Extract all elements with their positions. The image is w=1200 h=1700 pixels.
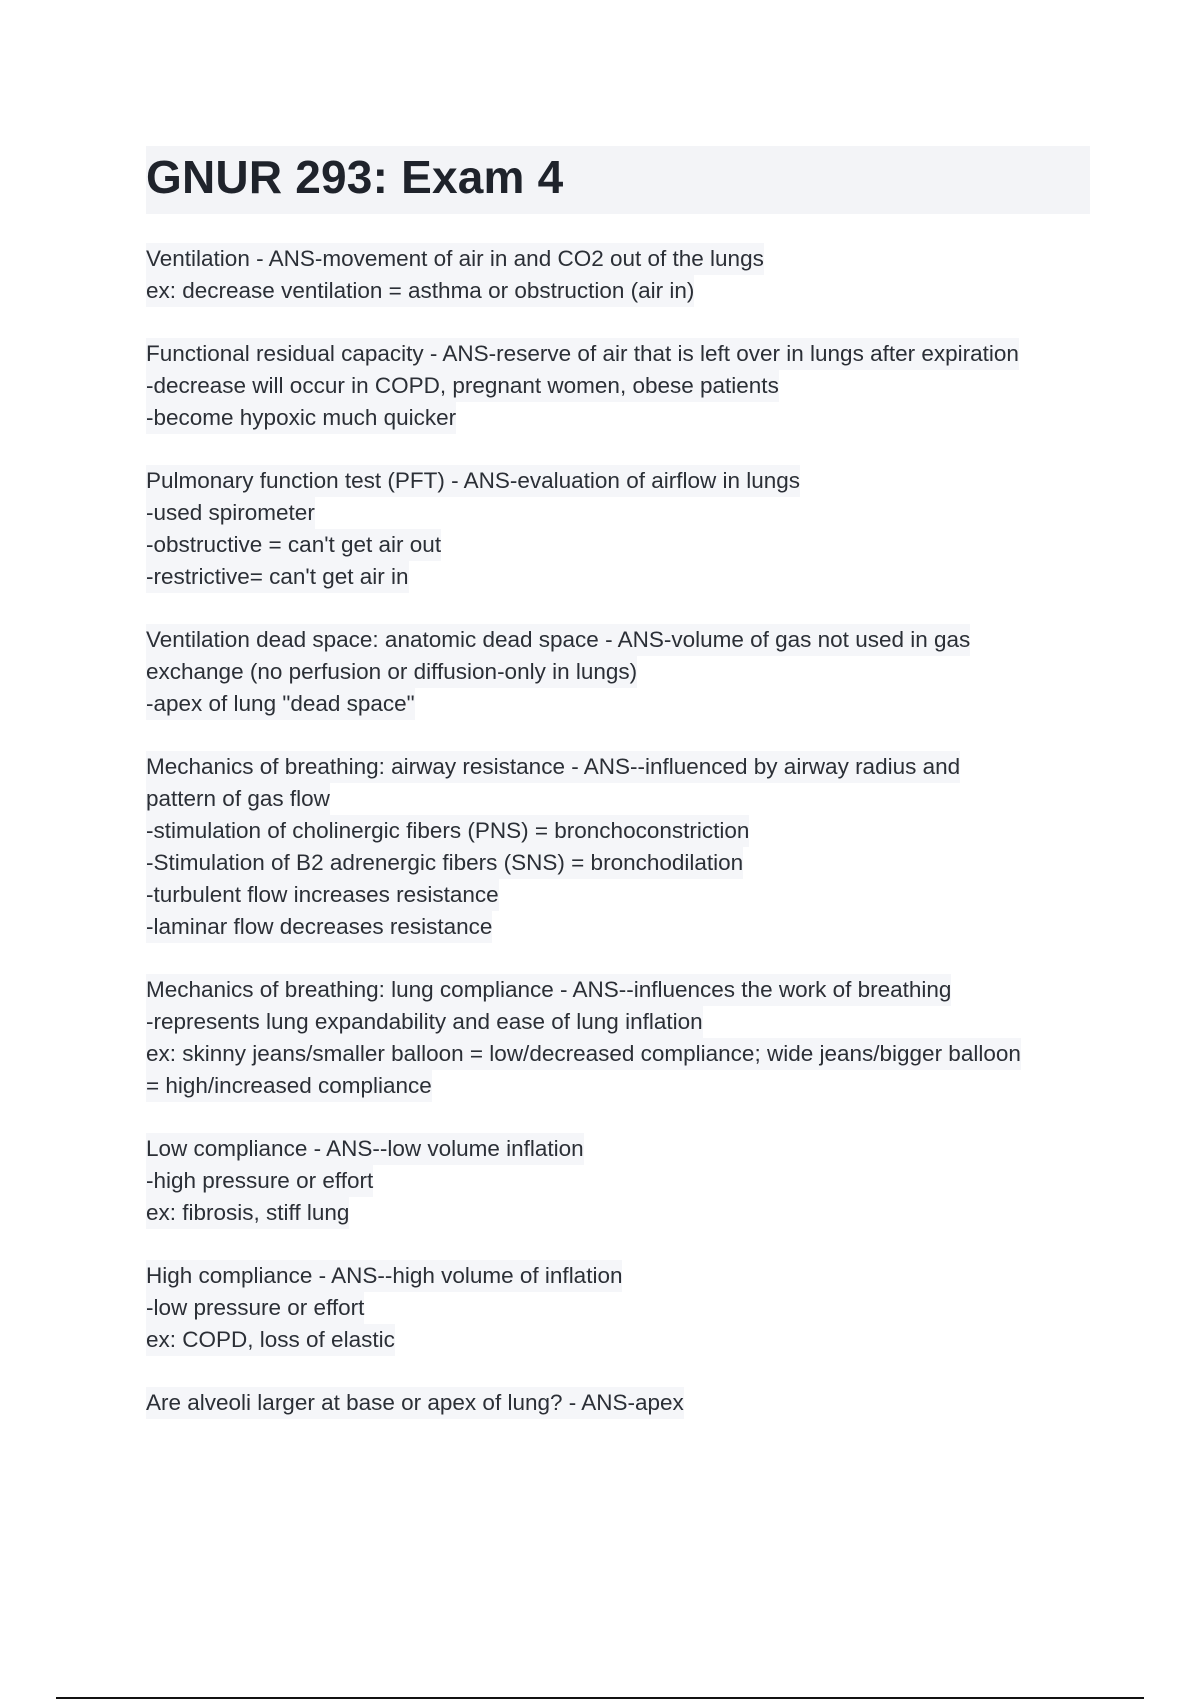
card-line: -laminar flow decreases resistance <box>146 911 492 943</box>
card-line: ex: decrease ventilation = asthma or obstruction (air in) <box>146 275 694 307</box>
card-line: = high/increased compliance <box>146 1070 432 1102</box>
card-line: -low pressure or effort <box>146 1292 364 1324</box>
flashcard-list <box>146 243 1090 1450</box>
card-line: -turbulent flow increases resistance <box>146 879 499 911</box>
flashcard-ventilation <box>146 243 1090 307</box>
card-line: Mechanics of breathing: lung compliance - ANS--influences the work of breathing <box>146 974 951 1006</box>
page-bottom-divider <box>56 1697 1144 1699</box>
flashcard-low-compliance <box>146 1133 1090 1229</box>
card-line: -stimulation of cholinergic fibers (PNS) = bronchoconstriction <box>146 815 749 847</box>
card-line: -Stimulation of B2 adrenergic fibers (SNS) = bronchodilation <box>146 847 743 879</box>
card-line: ex: fibrosis, stiff lung <box>146 1197 349 1229</box>
title-bar <box>146 146 1090 214</box>
flashcard-functional-residual-capacity <box>146 338 1090 434</box>
page-title: GNUR 293: Exam 4 <box>146 151 564 203</box>
card-line: -decrease will occur in COPD, pregnant women, obese patients <box>146 370 779 402</box>
flashcard-pulmonary-function-test <box>146 465 1090 593</box>
card-line: Ventilation - ANS-movement of air in and CO2 out of the lungs <box>146 243 764 275</box>
flashcard-lung-compliance <box>146 974 1090 1102</box>
card-line: -obstructive = can't get air out <box>146 529 441 561</box>
card-line: High compliance - ANS--high volume of inflation <box>146 1260 622 1292</box>
card-line: exchange (no perfusion or diffusion-only in lungs) <box>146 656 637 688</box>
flashcard-high-compliance <box>146 1260 1090 1356</box>
card-line: pattern of gas flow <box>146 783 330 815</box>
card-line: Are alveoli larger at base or apex of lung? - ANS-apex <box>146 1387 684 1419</box>
card-line: Functional residual capacity - ANS-reserve of air that is left over in lungs after expiration <box>146 338 1019 370</box>
flashcard-dead-space <box>146 624 1090 720</box>
card-line: Pulmonary function test (PFT) - ANS-evaluation of airflow in lungs <box>146 465 800 497</box>
card-line: Ventilation dead space: anatomic dead space - ANS-volume of gas not used in gas <box>146 624 970 656</box>
card-line: ex: skinny jeans/smaller balloon = low/decreased compliance; wide jeans/bigger balloon <box>146 1038 1021 1070</box>
card-line: -apex of lung "dead space" <box>146 688 415 720</box>
card-line: Mechanics of breathing: airway resistance - ANS--influenced by airway radius and <box>146 751 960 783</box>
flashcard-airway-resistance <box>146 751 1090 943</box>
card-line: -represents lung expandability and ease of lung inflation <box>146 1006 703 1038</box>
card-line: -used spirometer <box>146 497 315 529</box>
card-line: -high pressure or effort <box>146 1165 373 1197</box>
flashcard-alveoli <box>146 1387 1090 1419</box>
card-line: ex: COPD, loss of elastic <box>146 1324 395 1356</box>
card-line: -become hypoxic much quicker <box>146 402 456 434</box>
card-line: -restrictive= can't get air in <box>146 561 409 593</box>
card-line: Low compliance - ANS--low volume inflation <box>146 1133 584 1165</box>
